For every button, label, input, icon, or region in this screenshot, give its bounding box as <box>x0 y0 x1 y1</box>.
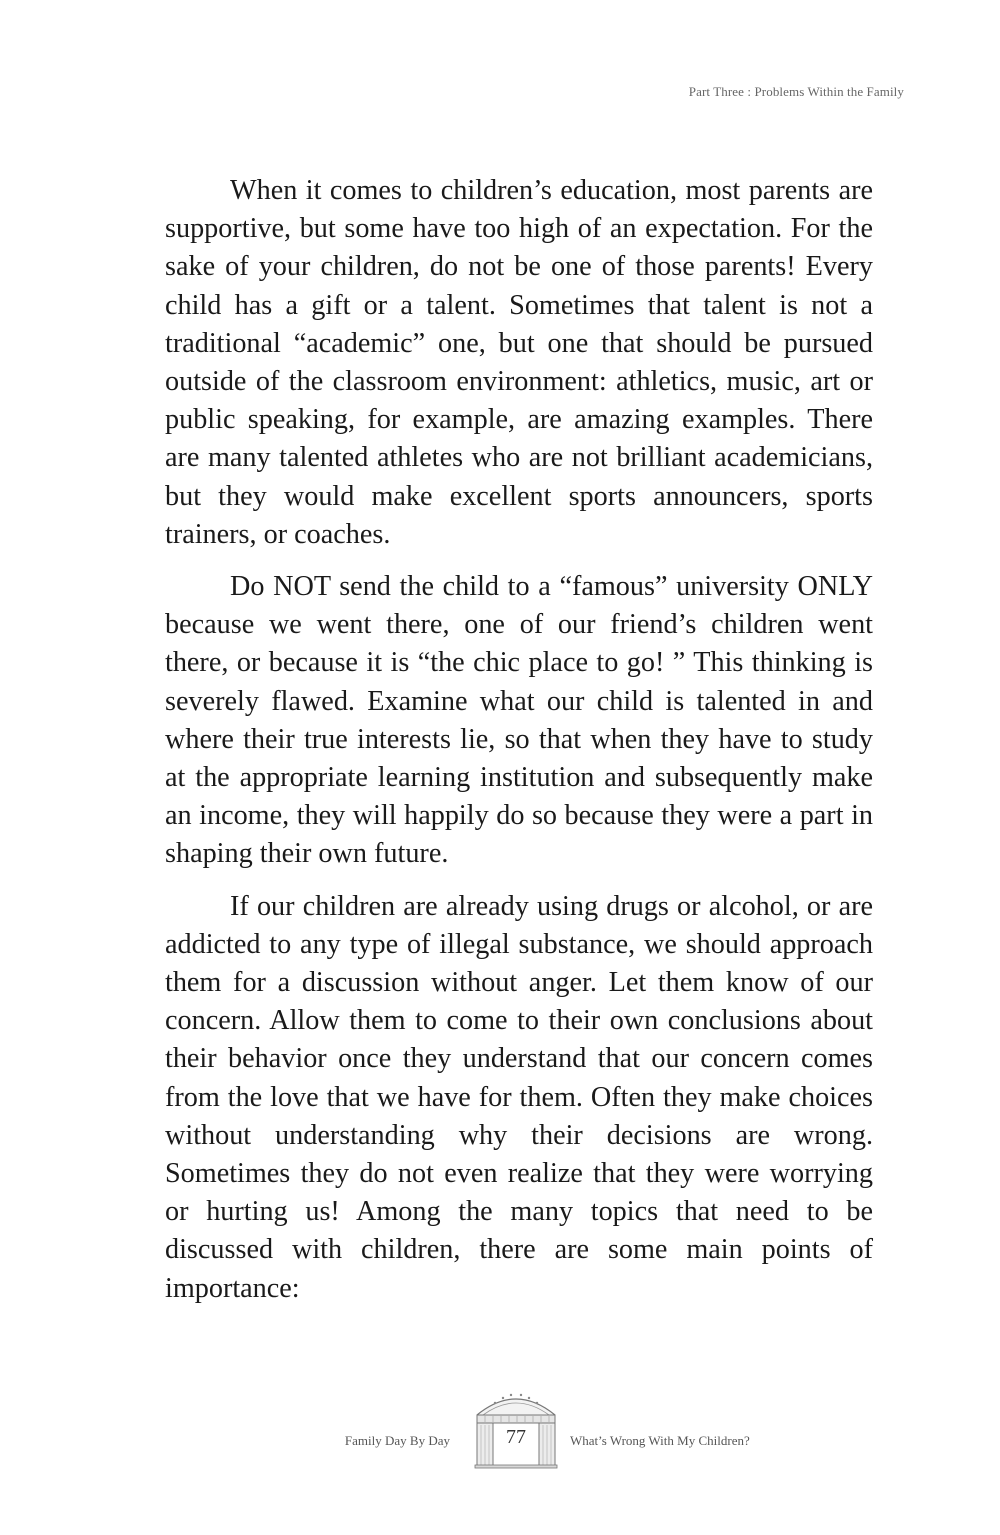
running-header: Part Three : Problems Within the Family <box>688 84 904 99</box>
paragraph: Do NOT send the child to a “famous” university ONLY because we went there, one of our friend’s children went there, or because it is “the chic place to go! ” This thinking is severely flawed. Examine what our child is talented in and where their true interests lie, so that when they have to study at the appropriate learning institution and subsequently make an income, they will happily do so because they were a part in shaping their own future. <box>165 571 873 870</box>
footer-book-title: Family Day By Day <box>344 1433 450 1448</box>
page-footer <box>0 1385 1000 1475</box>
gate-emblem-icon <box>473 1385 559 1469</box>
footer-chapter-title: What’s Wrong With My Children? <box>570 1433 750 1448</box>
paragraph: If our children are already using drugs or alcohol, or are addicted to any type of illegal substance, we should approach them for a discussion without anger. Let them know of our concern. Allow them to come to their own conclusions about their behavior once they understand that our concern comes from the love that we have for them. Often they make choices without understanding why their decisions are wrong. Sometimes they do not even realize that they were worrying or hurting us! Among the many topics that need to be discussed with children, there are some main points of importance: <box>165 890 873 1304</box>
paragraph: When it comes to children’s education, most parents are supportive, but some have too high of an expectation. For the sake of your children, do not be one of those parents! Every child has a gift or a talent. Sometimes that talent is not a traditional “academic” one, but one that should be pursued outside of the classroom environment: athletics, music, art or public speaking, for example, are amazing examples. There are many talented athletes who are not brilliant academicians, but they would make excellent sports announcers, sports trainers, or coaches. <box>165 175 873 550</box>
body-text <box>165 172 873 1322</box>
page-number: 77 <box>495 1425 537 1449</box>
